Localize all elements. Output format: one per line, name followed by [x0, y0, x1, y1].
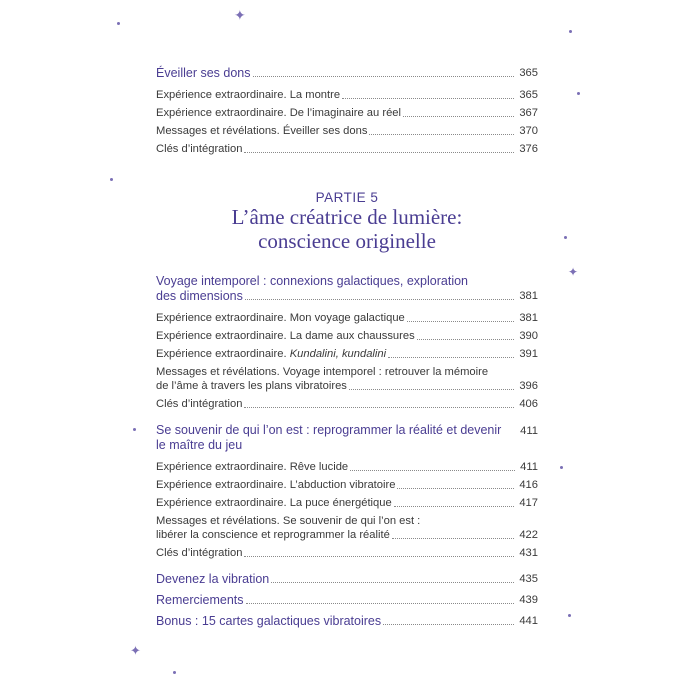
- toc-page-number: 390: [519, 330, 538, 342]
- dot-leader: [403, 116, 514, 117]
- toc-entry[interactable]: [156, 347, 538, 361]
- dot-leader: [244, 152, 514, 153]
- toc-page-number: 396: [519, 380, 538, 392]
- toc-entry-heading-line[interactable]: Se souvenir de qui l’on est : reprogrammer la réalité et devenir: [156, 423, 502, 437]
- part-title-line-2: conscience originelle: [258, 229, 436, 253]
- toc-entry-title-italic: Kundalini, kundalini: [289, 348, 387, 360]
- toc-entry[interactable]: [156, 478, 538, 492]
- dot-leader: [407, 321, 515, 322]
- toc-page-number: 406: [519, 398, 538, 410]
- toc-entry-title: Expérience extraordinaire. La puce énergétique: [156, 497, 392, 509]
- toc-entry-title: Devenez la vibration: [156, 572, 270, 586]
- toc-section-eveiller: [156, 66, 538, 156]
- dot-leader: [417, 339, 515, 340]
- dot-leader: [394, 506, 515, 507]
- toc-page-number: 381: [519, 290, 538, 302]
- dot-leader: [388, 357, 514, 358]
- toc-entry[interactable]: [156, 528, 538, 542]
- dot-leader: [349, 389, 514, 390]
- toc-entry-heading-line[interactable]: Voyage intemporel : connexions galactiques, exploration: [156, 274, 469, 288]
- part-label: PARTIE 5: [315, 190, 379, 205]
- toc-page-number: 367: [519, 107, 538, 119]
- sparkle-dot-icon: [568, 614, 571, 617]
- toc-entry-title: Expérience extraordinaire. La dame aux chaussures: [156, 330, 415, 342]
- sparkle-dot-icon: [564, 236, 567, 239]
- toc-entry-heading[interactable]: [156, 289, 538, 303]
- dot-leader: [397, 488, 514, 489]
- toc-entry[interactable]: [156, 496, 538, 510]
- dot-leader: [244, 448, 515, 449]
- part-heading: [156, 190, 538, 253]
- toc-entry-title: Bonus : 15 cartes galactiques vibratoires: [156, 614, 382, 628]
- toc-entry-title: Expérience extraordinaire. Rêve lucide: [156, 461, 349, 473]
- toc-page-number: 411: [520, 425, 538, 437]
- toc-end-matter: [156, 572, 538, 628]
- dot-leader: [253, 76, 515, 77]
- toc-entry-title: Clés d’intégration: [156, 143, 243, 155]
- toc-entry[interactable]: [156, 397, 538, 411]
- sparkle-dot-icon: [577, 92, 580, 95]
- toc-entry-title: Clés d’intégration: [156, 398, 243, 410]
- sparkle-dot-icon: [173, 671, 176, 674]
- toc-page-number: 416: [519, 479, 538, 491]
- sparkle-dot-icon: [133, 428, 136, 431]
- toc-page-number: 431: [519, 547, 538, 559]
- sparkle-dot-icon: [560, 466, 563, 469]
- toc-page-number: 439: [519, 594, 538, 606]
- toc-entry[interactable]: [156, 142, 538, 156]
- toc-entry-line[interactable]: Messages et révélations. Voyage intemporel : retrouver la mémoire: [156, 366, 489, 378]
- toc-entry-title: Remerciements: [156, 593, 244, 607]
- toc-page-number: 422: [519, 529, 538, 541]
- toc-entry[interactable]: [156, 106, 538, 120]
- toc-page-number: 381: [519, 312, 538, 324]
- toc-page-number: 365: [519, 67, 538, 79]
- toc-entry-heading[interactable]: [156, 614, 538, 628]
- toc-page-number: 411: [520, 461, 538, 473]
- toc-entry-line[interactable]: Messages et révélations. Se souvenir de qui l’on est :: [156, 515, 421, 527]
- toc-entry[interactable]: [156, 546, 538, 560]
- toc-entry-title: libérer la conscience et reprogrammer la réalité: [156, 529, 390, 541]
- toc-entry-title: Expérience extraordinaire. Mon voyage galactique: [156, 312, 405, 324]
- toc-entry-title: Expérience extraordinaire. L’abduction vibratoire: [156, 479, 396, 491]
- dot-leader: [350, 470, 515, 471]
- toc-entry-title: des dimensions: [156, 289, 243, 303]
- sparkle-star-icon: ✦: [234, 7, 246, 23]
- dot-leader: [342, 98, 514, 99]
- toc-page-number: 370: [519, 125, 538, 137]
- dot-leader: [245, 299, 514, 300]
- toc-entry-heading[interactable]: [156, 593, 538, 607]
- toc-entry-title: Expérience extraordinaire. De l’imaginaire au réel: [156, 107, 402, 119]
- toc-entry-heading[interactable]: [156, 66, 538, 80]
- toc-entry-title: Expérience extraordinaire. La montre: [156, 89, 341, 101]
- part-title-line-1: L’âme créatrice de lumière:: [231, 205, 463, 229]
- toc-entry-title: Éveiller ses dons: [156, 66, 251, 80]
- toc-entry-title: le maître du jeu: [156, 438, 243, 452]
- toc-page-number: 365: [519, 89, 538, 101]
- sparkle-dot-icon: [117, 22, 120, 25]
- toc-entry[interactable]: [156, 311, 538, 325]
- toc-entry-heading[interactable]: [156, 572, 538, 586]
- sparkle-dot-icon: [110, 178, 113, 181]
- dot-leader: [271, 582, 514, 583]
- toc-section-souvenir: [156, 422, 538, 560]
- toc-page-number: 376: [519, 143, 538, 155]
- toc-page-number: 391: [519, 348, 538, 360]
- toc-entry[interactable]: [156, 124, 538, 138]
- toc-entry-title-prefix: Expérience extraordinaire.: [156, 348, 290, 360]
- sparkle-dot-icon: [569, 30, 572, 33]
- sparkle-star-icon: ✦: [130, 643, 141, 658]
- toc-entry-title: Messages et révélations. Éveiller ses dons: [156, 125, 368, 137]
- toc-page-number: 417: [519, 497, 538, 509]
- dot-leader: [244, 407, 514, 408]
- toc-entry[interactable]: [156, 88, 538, 102]
- toc-section-voyage: [156, 273, 538, 411]
- toc-page-number: 441: [519, 615, 538, 627]
- sparkle-star-icon: ✦: [568, 265, 579, 279]
- dot-leader: [369, 134, 514, 135]
- toc-entry[interactable]: [156, 379, 538, 393]
- toc-entry-title: Clés d’intégration: [156, 547, 243, 559]
- dot-leader: [383, 624, 514, 625]
- toc-entry-title: [156, 347, 386, 361]
- dot-leader: [244, 556, 514, 557]
- dot-leader: [246, 603, 515, 604]
- dot-leader: [392, 538, 515, 539]
- toc-entry-title: de l’âme à travers les plans vibratoires: [156, 380, 347, 392]
- toc-page-number: 435: [519, 573, 538, 585]
- toc-entry[interactable]: [156, 329, 538, 343]
- toc-entry[interactable]: [156, 460, 538, 474]
